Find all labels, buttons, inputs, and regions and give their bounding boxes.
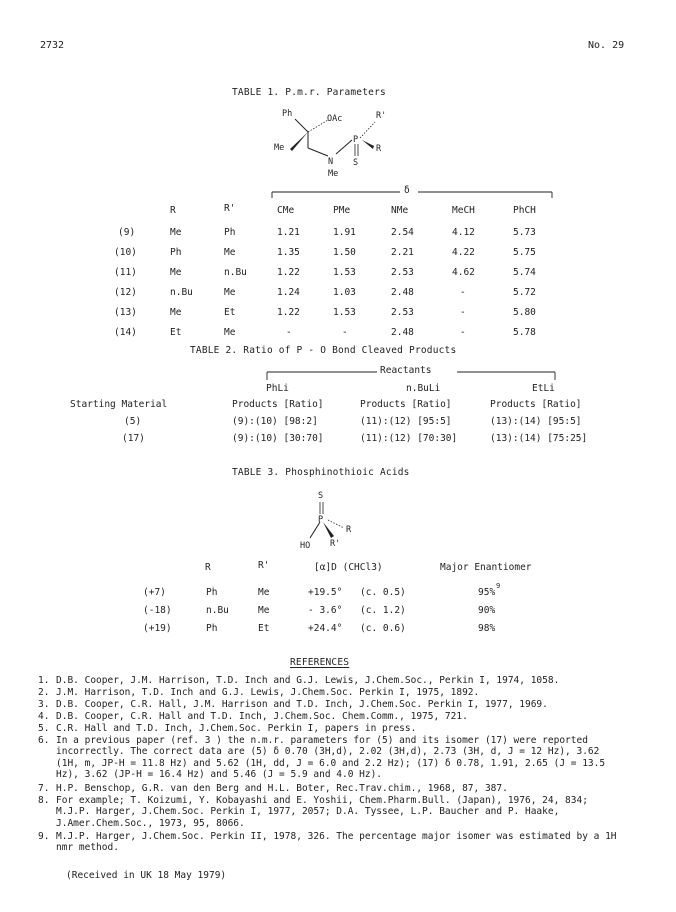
t3-header-major-enantiomer: Major Enantiomer bbox=[440, 562, 532, 573]
table2-title: TABLE 2. Ratio of P - O Bond Cleaved Products bbox=[190, 345, 457, 356]
table2-reactants-label: Reactants bbox=[380, 365, 432, 376]
struct1-me: Me bbox=[274, 143, 285, 153]
table2-products-header-2: Products [Ratio] bbox=[360, 399, 452, 410]
t1-cell: 2.53 bbox=[391, 267, 414, 278]
struct1-n: N bbox=[328, 157, 334, 167]
t1-cell: (9) bbox=[118, 227, 136, 238]
t3-cell: (+19) bbox=[143, 623, 172, 634]
t1-cell: Me bbox=[224, 327, 236, 338]
t1-cell: Me bbox=[170, 307, 182, 318]
t3-cell: (+7) bbox=[143, 587, 166, 598]
t1-cell: 5.72 bbox=[513, 287, 536, 298]
struct1-s: S bbox=[353, 158, 359, 168]
t1-header-mech: MeCH bbox=[452, 205, 475, 216]
t2-cell: (9):(10) [30:70] bbox=[232, 433, 324, 444]
t1-cell: Ph bbox=[224, 227, 236, 238]
t3-cell: 98% bbox=[478, 623, 496, 634]
table2-products-header-3: Products [Ratio] bbox=[490, 399, 582, 410]
t1-cell: 1.53 bbox=[333, 267, 356, 278]
reference-number: 7. bbox=[38, 783, 50, 794]
t1-cell: - bbox=[342, 327, 348, 338]
t1-cell: (13) bbox=[114, 307, 137, 318]
t1-cell: (14) bbox=[114, 327, 137, 338]
t1-cell: Et bbox=[170, 327, 182, 338]
t1-cell: Me bbox=[170, 267, 182, 278]
reference-item bbox=[0, 795, 676, 831]
reference-item bbox=[0, 723, 676, 735]
t1-cell: - bbox=[460, 327, 466, 338]
t1-cell: 1.21 bbox=[277, 227, 300, 238]
t2-cell: (11):(12) [70:30] bbox=[360, 433, 458, 444]
t1-header-cme: CMe bbox=[277, 205, 295, 216]
t1-cell: 4.22 bbox=[452, 247, 475, 258]
reference-item bbox=[0, 687, 676, 699]
t1-cell: (11) bbox=[114, 267, 137, 278]
reference-number: 6. bbox=[38, 735, 50, 746]
t1-cell: 5.75 bbox=[513, 247, 536, 258]
reference-item bbox=[0, 831, 676, 855]
journal-issue: No. 29 bbox=[588, 40, 625, 51]
t1-cell: 5.74 bbox=[513, 267, 536, 278]
t3-cell: +19.5° bbox=[308, 587, 343, 598]
t1-cell: 5.78 bbox=[513, 327, 536, 338]
t1-cell: 1.22 bbox=[277, 267, 300, 278]
reference-text: D.B. Cooper, J.M. Harrison, T.D. Inch and G.J. Lewis, J.Chem.Soc., Perkin I, 1974, 1058. bbox=[56, 675, 560, 686]
t3-cell: (-18) bbox=[143, 605, 172, 616]
t2-cell: (13):(14) [95:5] bbox=[490, 416, 582, 427]
t1-cell: 4.62 bbox=[452, 267, 475, 278]
t1-cell: 1.24 bbox=[277, 287, 300, 298]
t1-cell: 1.03 bbox=[333, 287, 356, 298]
references-heading: REFERENCES bbox=[290, 657, 350, 668]
t1-cell: 2.48 bbox=[391, 327, 414, 338]
t1-cell: Me bbox=[170, 227, 182, 238]
reference-number: 3. bbox=[38, 699, 50, 710]
t3-cell: Ph bbox=[206, 587, 218, 598]
t3-cell: 95% bbox=[478, 587, 496, 598]
t1-cell: 2.48 bbox=[391, 287, 414, 298]
t1-cell: 1.53 bbox=[333, 307, 356, 318]
t3-cell: +24.4° bbox=[308, 623, 343, 634]
t3-cell: - 3.6° bbox=[308, 605, 343, 616]
t3-cell: n.Bu bbox=[206, 605, 229, 616]
t1-cell: 2.54 bbox=[391, 227, 414, 238]
reference-item bbox=[0, 711, 676, 723]
table3-title: TABLE 3. Phosphinothioic Acids bbox=[232, 467, 410, 478]
reference-text: D.B. Cooper, C.R. Hall, J.M. Harrison and T.D. Inch, J.Chem.Soc. Perkin I, 1977, 1969. bbox=[56, 699, 548, 710]
t2-cell: (17) bbox=[122, 433, 145, 444]
reference-number: 5. bbox=[38, 723, 50, 734]
received-date: (Received in UK 18 May 1979) bbox=[66, 870, 227, 881]
table3-structure bbox=[300, 484, 380, 554]
t1-cell: 5.73 bbox=[513, 227, 536, 238]
struct1-r: R bbox=[376, 144, 382, 154]
t2-cell: (9):(10) [98:2] bbox=[232, 416, 318, 427]
t1-cell: Me bbox=[224, 247, 236, 258]
struct3-p: P bbox=[318, 515, 324, 525]
struct1-nme: Me bbox=[328, 169, 339, 179]
t1-header-r: R bbox=[170, 205, 176, 216]
t3-cell: (c. 0.6) bbox=[360, 623, 406, 634]
reference-number: 9. bbox=[38, 831, 50, 842]
t1-cell: Ph bbox=[170, 247, 182, 258]
t1-cell: 1.35 bbox=[277, 247, 300, 258]
reference-item bbox=[0, 735, 676, 783]
t1-header-phch: PhCH bbox=[513, 205, 536, 216]
struct3-r-prime: R' bbox=[330, 539, 341, 549]
t1-cell: - bbox=[286, 327, 292, 338]
t3-header-r: R bbox=[205, 562, 211, 573]
page-number: 2732 bbox=[40, 40, 65, 51]
t2-cell: (5) bbox=[124, 416, 142, 427]
table1-delta-bracket bbox=[270, 186, 560, 200]
reference-text: In a previous paper (ref. 3 ) the n.m.r. parameters for (5) and its isomer (17) were reported incorrectly. The correct data are (5) δ 0.70 (3H,d), 2.02 (3H,d), 2.73 (3H, d, J = 12 Hz), 3.62 (1H, m, JP-H = 11.8 Hz) and 5.62 (1H, dd, J = 6.0 and 2.2 Hz); (17) δ 0.78, 1.91, 2.65 (J = 13.5 Hz), 3.62 (JP-H = 16.4 Hz) and 5.46 (J = 5.9 and 4.0 Hz). bbox=[56, 735, 606, 781]
t1-cell: Me bbox=[224, 287, 236, 298]
t1-header-nme: NMe bbox=[391, 205, 409, 216]
table2-reagent-phli: PhLi bbox=[266, 383, 289, 394]
t3-cell: (c. 0.5) bbox=[360, 587, 406, 598]
t3-cell: Et bbox=[258, 623, 270, 634]
t1-cell: 1.91 bbox=[333, 227, 356, 238]
reference-number: 1. bbox=[38, 675, 50, 686]
table1-title: TABLE 1. P.m.r. Parameters bbox=[232, 87, 386, 98]
table2-reagent-etli: EtLi bbox=[532, 383, 555, 394]
reference-text: C.R. Hall and T.D. Inch, J.Chem.Soc. Perkin I, papers in press. bbox=[56, 723, 417, 734]
t2-cell: (13):(14) [75:25] bbox=[490, 433, 588, 444]
table2-reagent-nbuli: n.BuLi bbox=[406, 383, 441, 394]
t1-cell: (10) bbox=[114, 247, 137, 258]
reference-number: 4. bbox=[38, 711, 50, 722]
t1-cell: 2.21 bbox=[391, 247, 414, 258]
t1-cell: - bbox=[460, 307, 466, 318]
struct3-ho: HO bbox=[300, 541, 311, 551]
t3-cell: Ph bbox=[206, 623, 218, 634]
reference-number: 8. bbox=[38, 795, 50, 806]
t3-footnote-mark: 9 bbox=[496, 582, 501, 590]
t3-cell: Me bbox=[258, 587, 270, 598]
reference-text: H.P. Benschop, G.R. van den Berg and H.L. Boter, Rec.Trav.chim., 1968, 87, 387. bbox=[56, 783, 508, 794]
struct1-oac: OAc bbox=[327, 114, 343, 124]
t3-header-r-prime: R' bbox=[258, 560, 270, 571]
t1-header-r-prime: R' bbox=[224, 203, 236, 214]
reference-item bbox=[0, 675, 676, 687]
reference-text: For example; T. Koizumi, Y. Kobayashi and E. Yoshii, Chem.Pharm.Bull. (Japan), 1976, 24, 834; M.J.P. Harger, J.Chem.Soc. Perkin I, 1977, 2057; D.A. Tyssee, L.P. Baucher and P. Haake, J.Amer.Chem.Soc., 1973, 95, 8066. bbox=[56, 795, 588, 829]
t3-cell: (c. 1.2) bbox=[360, 605, 406, 616]
struct1-p: P bbox=[353, 135, 359, 145]
struct1-r-prime: R' bbox=[376, 111, 387, 121]
struct1-ph: Ph bbox=[282, 109, 293, 119]
reference-text: J.M. Harrison, T.D. Inch and G.J. Lewis, J.Chem.Soc. Perkin I, 1975, 1892. bbox=[56, 687, 480, 698]
t1-cell: - bbox=[460, 287, 466, 298]
t1-cell: Et bbox=[224, 307, 236, 318]
t3-header-rotation: [α]D (CHCl3) bbox=[314, 562, 383, 573]
t3-cell: 90% bbox=[478, 605, 496, 616]
struct3-r: R bbox=[346, 525, 352, 535]
table2-starting-material-header: Starting Material bbox=[70, 399, 168, 410]
t1-cell: n.Bu bbox=[224, 267, 247, 278]
t1-cell: n.Bu bbox=[170, 287, 193, 298]
reference-text: D.B. Cooper, C.R. Hall and T.D. Inch, J.Chem.Soc. Chem.Comm., 1975, 721. bbox=[56, 711, 468, 722]
table2-products-header-1: Products [Ratio] bbox=[232, 399, 324, 410]
t1-cell: 5.80 bbox=[513, 307, 536, 318]
reference-item bbox=[0, 699, 676, 711]
t1-cell: 4.12 bbox=[452, 227, 475, 238]
t2-cell: (11):(12) [95:5] bbox=[360, 416, 452, 427]
table1-structure bbox=[270, 104, 430, 184]
table1-delta-label: δ bbox=[404, 185, 410, 196]
t3-cell: Me bbox=[258, 605, 270, 616]
t1-cell: 2.53 bbox=[391, 307, 414, 318]
struct3-s: S bbox=[318, 491, 324, 501]
reference-item bbox=[0, 783, 676, 795]
reference-number: 2. bbox=[38, 687, 50, 698]
reference-text: M.J.P. Harger, J.Chem.Soc. Perkin II, 1978, 326. The percentage major isomer was estimated by a 1H nmr method. bbox=[56, 831, 617, 854]
t1-cell: (12) bbox=[114, 287, 137, 298]
t1-cell: 1.50 bbox=[333, 247, 356, 258]
t1-header-pme: PMe bbox=[333, 205, 351, 216]
t1-cell: 1.22 bbox=[277, 307, 300, 318]
